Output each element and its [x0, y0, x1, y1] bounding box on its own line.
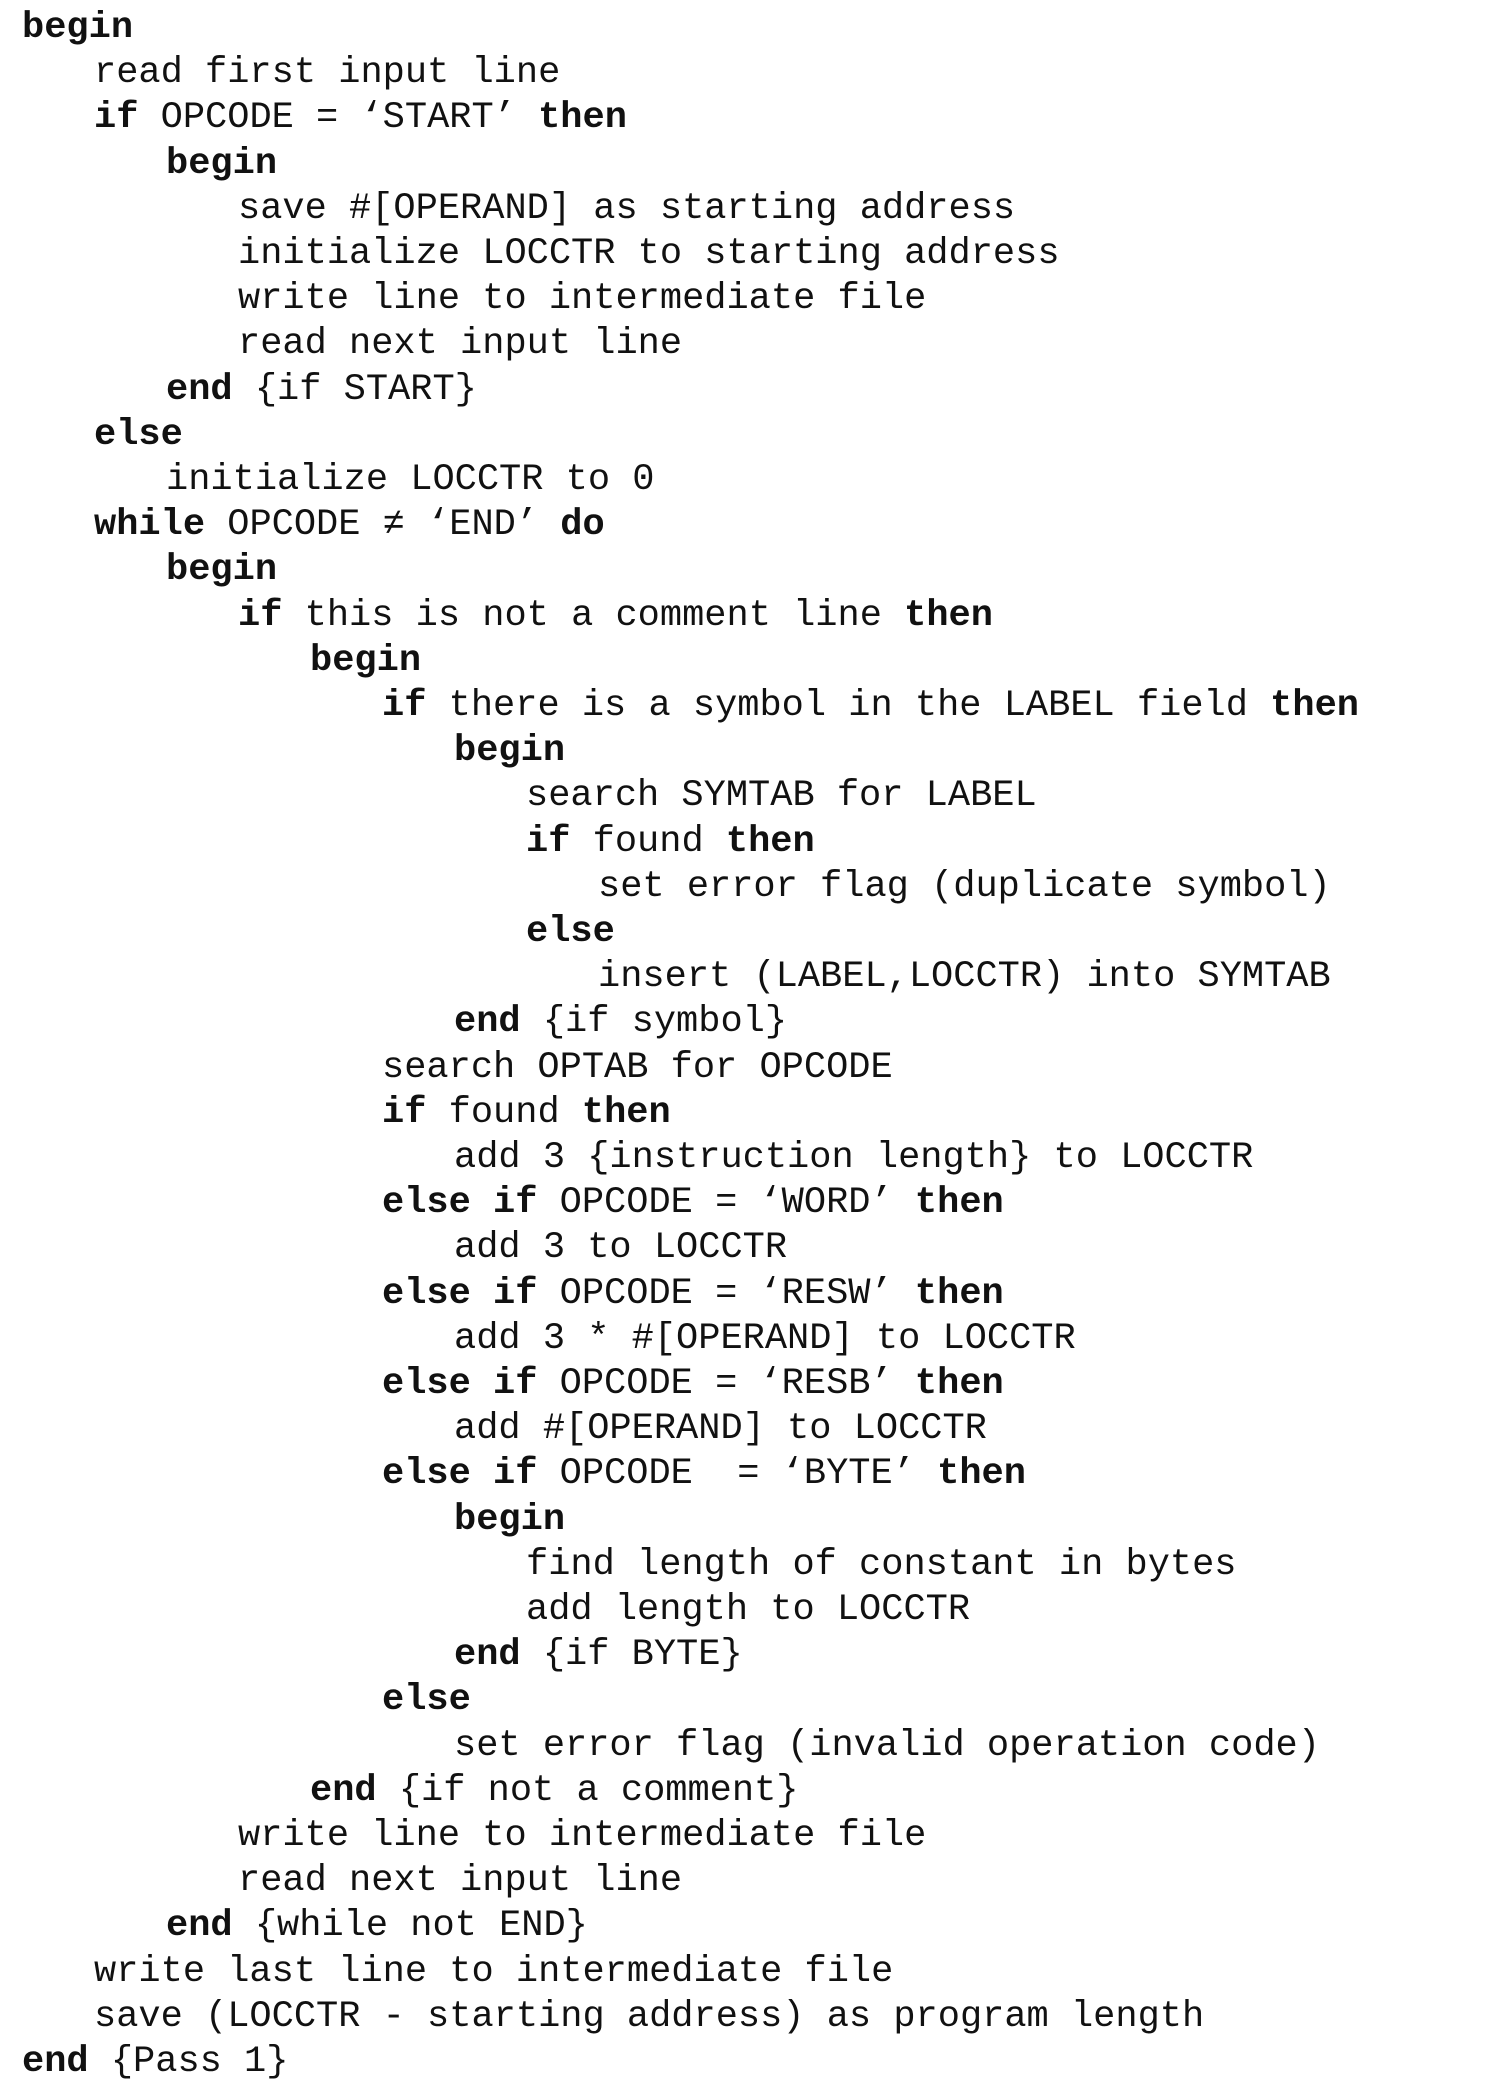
keyword: do [560, 504, 605, 547]
code-line [382, 1181, 1004, 1225]
code-text: found [570, 820, 726, 863]
code-text: found [426, 1091, 582, 1134]
code-text: add 3 * #[OPERAND] to LOCCTR [454, 1317, 1076, 1360]
code-line [238, 187, 1015, 231]
code-line [598, 955, 1331, 999]
code-line [94, 503, 605, 547]
keyword: then [937, 1453, 1026, 1496]
code-text: {if symbol} [520, 1001, 788, 1044]
code-line [526, 1543, 1237, 1587]
keyword: then [1270, 685, 1359, 727]
keyword: while [94, 504, 206, 547]
keyword: then [914, 1182, 1004, 1225]
code-line [238, 1814, 926, 1858]
code-line [310, 1769, 799, 1813]
code-line [526, 910, 615, 954]
code-line [382, 1272, 1004, 1316]
code-text: add #[OPERAND] to LOCCTR [454, 1408, 987, 1451]
code-text: {while not END} [232, 1905, 588, 1948]
code-line [238, 232, 1060, 276]
code-text: initialize LOCCTR to 0 [166, 459, 655, 501]
keyword: else [526, 911, 615, 953]
code-text: set error flag (invalid operation code) [454, 1724, 1320, 1767]
code-line [454, 1136, 1253, 1180]
keyword: if [238, 594, 283, 637]
code-text: write line to intermediate file [238, 278, 927, 321]
code-line [94, 96, 627, 140]
code-text: initialize LOCCTR to starting address [238, 233, 1060, 275]
keyword: begin [454, 1498, 566, 1541]
code-text: OPCODE = ‘RESB’ [537, 1363, 915, 1405]
keyword: begin [454, 730, 566, 773]
keyword: begin [166, 142, 278, 185]
code-text: {if not a comment} [376, 1769, 799, 1812]
keyword: end [22, 2041, 89, 2083]
code-line [526, 1588, 970, 1632]
code-line [454, 1498, 565, 1542]
keyword: if [526, 820, 571, 863]
code-line [454, 1000, 787, 1044]
code-line [382, 1046, 893, 1090]
code-line [166, 142, 277, 186]
keyword: begin [310, 639, 422, 682]
code-text: save #[OPERAND] as starting address [238, 187, 1016, 230]
code-text: {Pass 1} [88, 2041, 289, 2083]
code-text: read next input line [238, 1860, 683, 1903]
code-text: search SYMTAB for LABEL [526, 775, 1037, 818]
code-line [382, 1362, 1004, 1406]
keyword: else if [382, 1182, 538, 1225]
code-line [382, 1091, 671, 1135]
code-text: write line to intermediate file [238, 1815, 927, 1857]
code-line [454, 1317, 1076, 1361]
code-line [382, 1678, 471, 1722]
code-line [454, 729, 565, 773]
keyword: end [454, 1001, 521, 1044]
code-text: write last line to intermediate file [94, 1950, 894, 1993]
code-text: read next input line [238, 323, 683, 366]
keyword: end [166, 1905, 233, 1948]
code-text: this is not a comment line [282, 594, 905, 637]
keyword: else [94, 413, 183, 456]
code-line [454, 1724, 1320, 1768]
keyword: if [382, 685, 427, 727]
code-line [238, 322, 682, 366]
code-text: search OPTAB for OPCODE [382, 1046, 893, 1089]
keyword: else if [382, 1453, 538, 1496]
keyword: else [382, 1679, 471, 1722]
code-line [22, 6, 133, 50]
code-line [238, 1859, 682, 1903]
code-line [454, 1226, 787, 1270]
keyword: then [581, 1091, 671, 1134]
keyword: then [904, 594, 993, 637]
code-line [94, 51, 560, 95]
code-line [94, 413, 183, 457]
code-line [526, 820, 815, 864]
code-text: OPCODE = ‘START’ [138, 97, 539, 140]
code-text: save (LOCCTR - starting address) as program length [94, 1995, 1205, 2038]
code-text: {if BYTE} [520, 1634, 743, 1677]
code-line [166, 458, 654, 502]
code-text: add 3 to LOCCTR [454, 1227, 788, 1270]
code-line [22, 2040, 288, 2084]
code-text: add 3 {instruction length} to LOCCTR [454, 1137, 1254, 1179]
code-line [598, 865, 1331, 909]
code-text: set error flag (duplicate symbol) [598, 865, 1331, 908]
code-text: find length of constant in bytes [526, 1543, 1237, 1586]
keyword: end [454, 1634, 521, 1677]
keyword: then [914, 1363, 1004, 1405]
code-line [382, 1452, 1026, 1496]
keyword: else if [382, 1363, 538, 1405]
keyword: begin [166, 549, 278, 592]
code-line [454, 1633, 743, 1677]
keyword: if [382, 1091, 427, 1134]
keyword: end [166, 368, 233, 411]
code-text: OPCODE ≠ ‘END’ [205, 504, 561, 547]
code-text: there is a symbol in the LABEL field [426, 685, 1271, 727]
keyword: if [94, 97, 139, 140]
code-line [166, 1904, 588, 1948]
keyword: else if [382, 1272, 538, 1315]
keyword: begin [22, 7, 134, 49]
code-line [454, 1407, 987, 1451]
code-text: read first input line [94, 52, 561, 95]
code-text: OPCODE = ‘BYTE’ [537, 1453, 938, 1496]
keyword: then [914, 1272, 1004, 1315]
code-line [310, 639, 421, 683]
code-line [238, 277, 926, 321]
code-text: add length to LOCCTR [526, 1589, 971, 1631]
keyword: end [310, 1769, 377, 1812]
code-line [94, 1950, 893, 1994]
code-line [382, 684, 1359, 728]
keyword: then [725, 820, 815, 863]
code-line [238, 594, 993, 638]
code-text: insert (LABEL,LOCCTR) into SYMTAB [598, 956, 1331, 999]
code-text: OPCODE = ‘WORD’ [537, 1182, 915, 1225]
code-text: {if START} [232, 368, 477, 411]
keyword: then [538, 97, 627, 140]
code-text: OPCODE = ‘RESW’ [537, 1272, 915, 1315]
code-line [526, 774, 1037, 818]
code-line [166, 368, 477, 412]
code-line [94, 1995, 1204, 2039]
code-line [166, 548, 277, 592]
